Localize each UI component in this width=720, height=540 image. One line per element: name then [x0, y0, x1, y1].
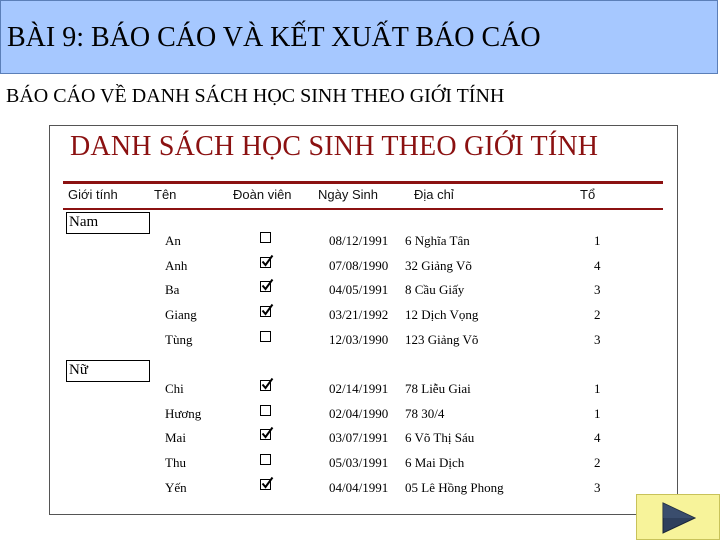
student-name: Chi [165, 381, 184, 396]
address: 05 Lê Hồng Phong [405, 480, 504, 495]
student-name: Tùng [165, 332, 193, 347]
report-title: DANH SÁCH HỌC SINH THEO GIỚI TÍNH [70, 131, 599, 162]
birth-date: 02/14/1991 [329, 381, 389, 396]
team-number: 1 [594, 406, 601, 421]
address: 6 Nghĩa Tân [405, 233, 470, 248]
team-number: 2 [594, 307, 601, 322]
unchecked-checkbox-icon [260, 454, 271, 465]
birth-date: 04/05/1991 [329, 282, 389, 297]
column-header-to: Tổ [580, 187, 596, 202]
play-triangle-icon [661, 502, 697, 534]
student-name: An [165, 233, 181, 248]
address: 6 Võ Thị Sáu [405, 430, 475, 445]
column-header-ten: Tên [154, 187, 177, 202]
unchecked-checkbox-icon [260, 232, 271, 243]
address: 12 Dịch Vọng [405, 307, 479, 322]
team-number: 3 [594, 332, 601, 347]
address: 6 Mai Dịch [405, 455, 465, 470]
student-name: Mai [165, 430, 186, 445]
address: 78 30/4 [405, 406, 445, 421]
birth-date: 12/03/1990 [329, 332, 389, 347]
student-name: Giang [165, 307, 197, 322]
next-slide-button[interactable] [636, 494, 720, 540]
unchecked-checkbox-icon [260, 405, 271, 416]
checked-checkbox-icon [260, 479, 271, 490]
address: 123 Giảng Võ [405, 332, 479, 347]
birth-date: 08/12/1991 [329, 233, 389, 248]
unchecked-checkbox-icon [260, 331, 271, 342]
birth-date: 05/03/1991 [329, 455, 389, 470]
team-number: 1 [594, 381, 601, 396]
birth-date: 02/04/1990 [329, 406, 389, 421]
student-name: Anh [165, 258, 188, 273]
address: 8 Cầu Giấy [405, 282, 465, 297]
column-header-doan-vien: Đoàn viên [233, 187, 292, 202]
group-label: Nam [66, 212, 150, 234]
student-name: Hương [165, 406, 202, 421]
checked-checkbox-icon [260, 306, 271, 317]
birth-date: 03/07/1991 [329, 430, 389, 445]
checked-checkbox-icon [260, 380, 271, 391]
birth-date: 07/08/1990 [329, 258, 389, 273]
column-header-gioi-tinh: Giới tính [68, 187, 118, 202]
slide-title: BÀI 9: BÁO CÁO VÀ KẾT XUẤT BÁO CÁO [7, 22, 541, 53]
checked-checkbox-icon [260, 429, 271, 440]
header-rule-bottom [63, 208, 663, 210]
address: 78 Liễu Giai [405, 381, 471, 396]
student-name: Ba [165, 282, 180, 297]
checked-checkbox-icon [260, 281, 271, 292]
column-header-dia-chi: Địa chỉ [414, 187, 454, 202]
team-number: 3 [594, 480, 601, 495]
team-number: 3 [594, 282, 601, 297]
team-number: 4 [594, 258, 601, 273]
student-name: Yến [165, 480, 187, 495]
checked-checkbox-icon [260, 257, 271, 268]
group-label: Nữ [66, 360, 150, 382]
student-name: Thu [165, 455, 186, 470]
team-number: 4 [594, 430, 601, 445]
slide-subtitle: BÁO CÁO VỀ DANH SÁCH HỌC SINH THEO GIỚI TÍNH [6, 85, 505, 107]
birth-date: 04/04/1991 [329, 480, 389, 495]
header-rule-top [63, 181, 663, 184]
birth-date: 03/21/1992 [329, 307, 389, 322]
address: 32 Giảng Võ [405, 258, 472, 273]
column-header-ngay-sinh: Ngày Sinh [318, 187, 378, 202]
team-number: 2 [594, 455, 601, 470]
team-number: 1 [594, 233, 601, 248]
